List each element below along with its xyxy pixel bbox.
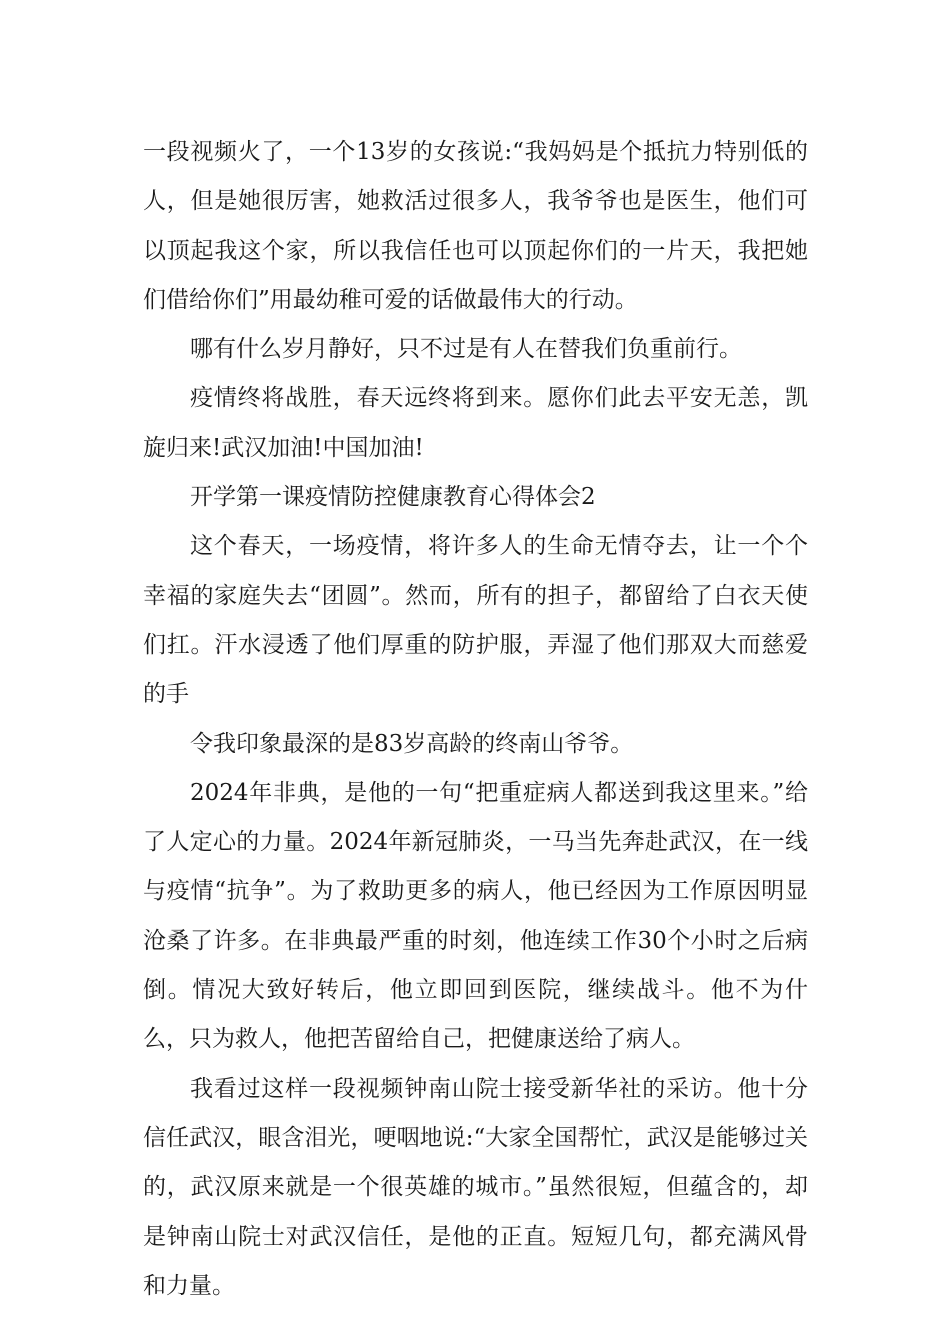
paragraph-7: 2024年非典，是他的一句“把重症病人都送到我这里来。”给了人定心的力量。2024年新冠肺炎，一马当先奔赴武汉，在一线与疫情“抗争”。为了救助更多的病人，他已经因为工作原因明显沧桑了许多。在非典最严重的时刻，他连续工作30个小时之后病倒。情况大致好转后，他立即回到医院，继续战斗。他不为什么，只为救人，他把苦留给自己，把健康送给了病人。 xyxy=(143,779,808,1053)
paragraph-8: 我看过这样一段视频钟南山院士接受新华社的采访。他十分信任武汉，眼含泪光，哽咽地说:“大家全国帮忙，武汉是能够过关的，武汉原来就是一个很英雄的城市。”虽然很短，但蕴含的，却是钟南山院士对武汉信任，是他的正直。短短几句，都充满风骨和力量。 xyxy=(143,1075,808,1299)
section-heading: 开学第一课疫情防控健康教育心得体会2 xyxy=(190,484,596,511)
paragraph-6: 令我印象最深的是83岁高龄的终南山爷爷。 xyxy=(190,730,634,757)
paragraph-5: 这个春天，一场疫情，将许多人的生命无情夺去，让一个个幸福的家庭失去“团圆”。然而，所有的担子，都留给了白衣天使们扛。汗水浸透了他们厚重的防护服，弄湿了他们那双大而慈爱的手 xyxy=(143,533,808,708)
document-body xyxy=(143,128,808,1311)
paragraph-2: 哪有什么岁月静好，只不过是有人在替我们负重前行。 xyxy=(190,336,742,363)
paragraph-3: 疫情终将战胜，春天远终将到来。愿你们此去平安无恙，凯旋归来!武汉加油!中国加油! xyxy=(143,385,808,461)
paragraph-1: 一段视频火了，一个13岁的女孩说:“我妈妈是个抵抗力特别低的人，但是她很厉害，她救活过很多人，我爷爷也是医生，他们可以顶起我这个家，所以我信任也可以顶起你们的一片天，我把她们借给你们”用最幼稚可爱的话做最伟大的行动。 xyxy=(143,139,808,313)
